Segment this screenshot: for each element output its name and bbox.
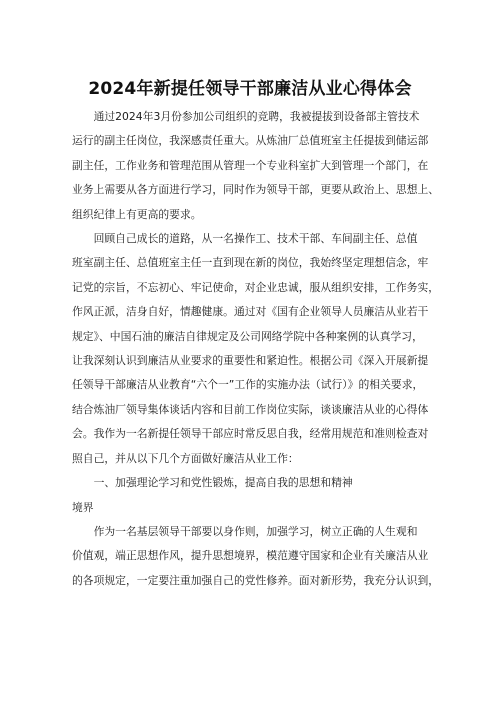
section-heading-line-2: 境界 — [72, 500, 94, 514]
paragraph-1-line-3: 副主任，工作业务和管理范围从管理一个专业科室扩大到管理一个部门，在 — [72, 158, 429, 172]
paragraph-3-line-3: 的各项规定，一定要注重加强自己的党性修养。面对新形势，我充分认识到， — [72, 573, 440, 587]
paragraph-2-line-5: 规定》、中国石油的廉洁自律规定及公司网络学院中各种案例的认真学习， — [72, 329, 423, 343]
paragraph-2-line-1: 回顾自己成长的道路，从一名操作工、技术干部、车间副主任、总值 — [93, 232, 418, 246]
paragraph-3-line-1: 作为一名基层领导干部要以身作则，加强学习，树立正确的人生观和 — [93, 524, 418, 538]
paragraph-2-line-2: 班室副主任、总值班室主任一直到现在新的岗位，我始终坚定理想信念，牢 — [72, 256, 429, 270]
document-body — [72, 105, 440, 593]
paragraph-1-line-2: 运行的副主任岗位，我深感责任重大。从炼油厂总值班室主任提拔到储运部 — [72, 134, 429, 148]
paragraph-1-line-5: 组织纪律上有更高的要求。 — [72, 207, 202, 221]
paragraph-3-line-2: 价值观，端正思想作风，提升思想境界，模范遵守国家和企业有关廉洁从业 — [72, 549, 429, 563]
paragraph-2-line-8: 结合炼油厂领导集体谈话内容和目前工作岗位实际，谈谈廉洁从业的心得体 — [72, 402, 429, 416]
paragraph-1-line-1: 通过2024年3月份参加公司组织的竞聘，我被提拔到设备部主管技术 — [93, 110, 420, 123]
paragraph-2-line-4: 作风正派，洁身自好，情趣健康。通过对《国有企业领导人员廉洁从业若干 — [72, 305, 429, 319]
paragraph-2-line-10: 照自己，并从以下几个方面做好廉洁从业工作： — [72, 451, 299, 465]
document-title: 2024年新提任领导干部廉洁从业心得体会 — [88, 79, 412, 99]
paragraph-2-line-7: 任领导干部廉洁从业教育“六个一”工作的实施办法（试行）》的相关要求， — [72, 378, 424, 392]
paragraph-2-line-6: 让我深刻认识到廉洁从业要求的重要性和紧迫性。根据公司《深入开展新提 — [72, 354, 429, 368]
paragraph-2-line-9: 会。我作为一名新提任领导干部应时常反思自我，经常用规范和准则检查对 — [72, 427, 429, 441]
paragraph-1-line-4: 业务上需要从各方面进行学习，同时作为领导干部，更要从政治上、思想上、 — [72, 183, 440, 197]
section-heading-line-1: 一、加强理论学习和党性锻炼，提高自我的思想和精神 — [93, 476, 353, 490]
paragraph-2-line-3: 记党的宗旨，不忘初心、牢记使命，对企业忠诚，服从组织安排，工作务实， — [72, 280, 440, 294]
